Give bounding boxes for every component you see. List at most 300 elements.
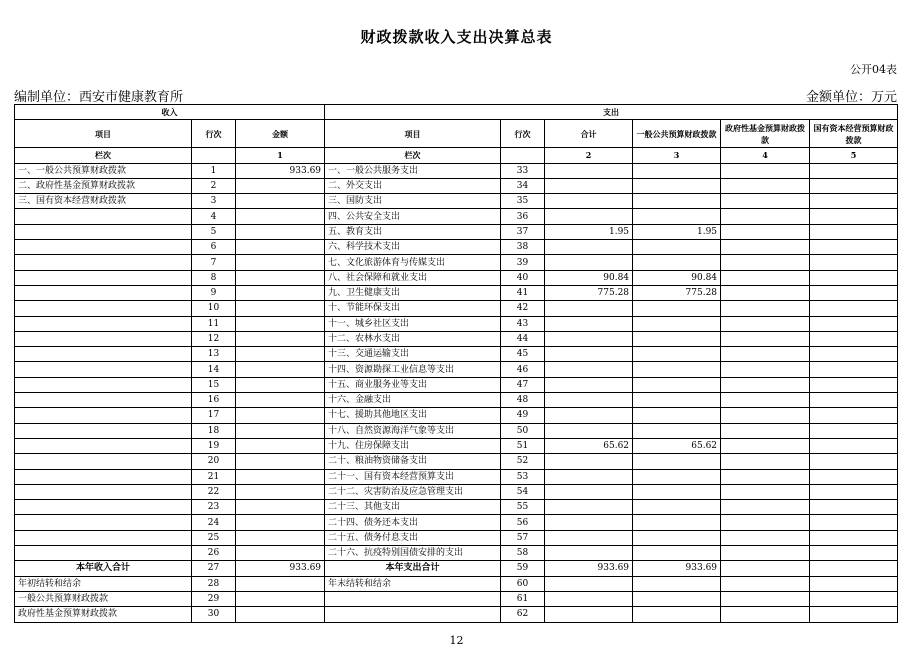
col-blank	[192, 148, 236, 163]
header-row-1	[15, 105, 898, 120]
income-line-no: 18	[192, 423, 236, 438]
expense-gov-fund	[721, 484, 810, 499]
income-item: 一般公共预算财政拨款	[15, 591, 192, 606]
table-row	[15, 163, 898, 178]
expense-total	[545, 591, 633, 606]
table-row	[15, 500, 898, 515]
expense-gov-fund	[721, 270, 810, 285]
expense-line-no: 54	[501, 484, 545, 499]
expense-line-no: 60	[501, 576, 545, 591]
expense-gov-fund	[721, 178, 810, 193]
table-row	[15, 347, 898, 362]
expense-state-capital	[810, 163, 898, 178]
table-row	[15, 224, 898, 239]
amount-unit: 金额单位：万元	[805, 90, 897, 105]
table-row	[15, 576, 898, 591]
expense-general-budget	[633, 163, 721, 178]
income-item	[15, 285, 192, 300]
expense-line-no: 55	[501, 500, 545, 515]
income-line-no: 2	[192, 178, 236, 193]
table-row	[15, 515, 898, 530]
expense-general-budget	[633, 576, 721, 591]
income-line-no: 21	[192, 469, 236, 484]
income-line-no: 17	[192, 408, 236, 423]
expense-total	[545, 515, 633, 530]
expense-item: 二十四、债务还本支出	[325, 515, 501, 530]
expense-line-no: 35	[501, 194, 545, 209]
expense-total	[545, 423, 633, 438]
expense-general-budget	[633, 607, 721, 622]
expense-line-no: 42	[501, 301, 545, 316]
income-item: 二、政府性基金预算财政拨款	[15, 178, 192, 193]
expense-general-budget: 1.95	[633, 224, 721, 239]
expense-general-budget	[633, 209, 721, 224]
income-amount	[236, 530, 325, 545]
table-row	[15, 393, 898, 408]
income-amount	[236, 377, 325, 392]
income-line-no: 10	[192, 301, 236, 316]
income-line-no: 11	[192, 316, 236, 331]
expense-line-no: 46	[501, 362, 545, 377]
expense-line-no: 45	[501, 347, 545, 362]
table-row	[15, 240, 898, 255]
expense-item: 本年支出合计	[325, 561, 501, 576]
expense-line-no: 50	[501, 423, 545, 438]
income-amount	[236, 285, 325, 300]
income-item	[15, 347, 192, 362]
table-row	[15, 178, 898, 193]
expense-item: 十二、农林水支出	[325, 331, 501, 346]
expense-total	[545, 576, 633, 591]
table-row	[15, 301, 898, 316]
expense-total	[545, 194, 633, 209]
expense-gov-fund	[721, 209, 810, 224]
expense-total: 933.69	[545, 561, 633, 576]
expense-state-capital	[810, 240, 898, 255]
expense-line-no: 51	[501, 438, 545, 453]
income-amount	[236, 607, 325, 622]
expense-line-no: 56	[501, 515, 545, 530]
header-general-budget: 一般公共预算财政拨款	[633, 120, 721, 148]
income-line-no: 23	[192, 500, 236, 515]
income-amount	[236, 255, 325, 270]
expense-total: 775.28	[545, 285, 633, 300]
expense-total	[545, 178, 633, 193]
table-row	[15, 377, 898, 392]
expense-item: 二十五、债务付息支出	[325, 530, 501, 545]
table-row	[15, 423, 898, 438]
expense-line-no: 61	[501, 591, 545, 606]
income-item	[15, 500, 192, 515]
table-row	[15, 591, 898, 606]
income-amount	[236, 270, 325, 285]
col-3: 3	[633, 148, 721, 163]
expense-general-budget	[633, 347, 721, 362]
income-line-no: 30	[192, 607, 236, 622]
form-code: 公开04表	[850, 63, 897, 76]
expense-gov-fund	[721, 240, 810, 255]
expense-item	[325, 607, 501, 622]
table-row	[15, 255, 898, 270]
expense-gov-fund	[721, 255, 810, 270]
income-amount: 933.69	[236, 163, 325, 178]
expense-gov-fund	[721, 347, 810, 362]
expense-item: 十六、金融支出	[325, 393, 501, 408]
income-amount	[236, 500, 325, 515]
header-row-3	[15, 148, 898, 163]
income-item: 年初结转和结余	[15, 576, 192, 591]
income-item	[15, 546, 192, 561]
table-row	[15, 331, 898, 346]
expense-total	[545, 163, 633, 178]
expense-total	[545, 454, 633, 469]
header-total: 合计	[545, 120, 633, 148]
expense-line-no: 36	[501, 209, 545, 224]
table-row	[15, 362, 898, 377]
expense-line-no: 43	[501, 316, 545, 331]
expense-general-budget	[633, 591, 721, 606]
expense-total	[545, 500, 633, 515]
expense-item: 四、公共安全支出	[325, 209, 501, 224]
header-amount: 金额	[236, 120, 325, 148]
expense-general-budget	[633, 546, 721, 561]
expense-line-no: 47	[501, 377, 545, 392]
col-label: 栏次	[15, 148, 192, 163]
expense-line-no: 48	[501, 393, 545, 408]
income-amount	[236, 423, 325, 438]
income-item: 政府性基金预算财政拨款	[15, 607, 192, 622]
expense-total	[545, 240, 633, 255]
income-line-no: 3	[192, 194, 236, 209]
expense-state-capital	[810, 255, 898, 270]
expense-general-budget	[633, 393, 721, 408]
expense-item: 一、一般公共服务支出	[325, 163, 501, 178]
expense-total	[545, 484, 633, 499]
expense-total: 65.62	[545, 438, 633, 453]
income-item: 本年收入合计	[15, 561, 192, 576]
expense-gov-fund	[721, 515, 810, 530]
expense-state-capital	[810, 194, 898, 209]
table-row	[15, 607, 898, 622]
expense-gov-fund	[721, 576, 810, 591]
income-line-no: 12	[192, 331, 236, 346]
budget-summary-table	[14, 104, 898, 623]
income-amount	[236, 469, 325, 484]
expense-item	[325, 591, 501, 606]
expense-total	[545, 546, 633, 561]
income-amount	[236, 393, 325, 408]
expense-state-capital	[810, 607, 898, 622]
expense-item: 三、国防支出	[325, 194, 501, 209]
income-line-no: 19	[192, 438, 236, 453]
expense-general-budget	[633, 316, 721, 331]
expense-line-no: 62	[501, 607, 545, 622]
expense-gov-fund	[721, 362, 810, 377]
expense-total	[545, 377, 633, 392]
table-row	[15, 530, 898, 545]
income-line-no: 15	[192, 377, 236, 392]
income-line-no: 22	[192, 484, 236, 499]
income-line-no: 28	[192, 576, 236, 591]
expense-gov-fund	[721, 591, 810, 606]
income-item	[15, 209, 192, 224]
expense-line-no: 53	[501, 469, 545, 484]
expense-gov-fund	[721, 377, 810, 392]
expense-item: 八、社会保障和就业支出	[325, 270, 501, 285]
expense-state-capital	[810, 438, 898, 453]
expense-general-budget	[633, 240, 721, 255]
income-line-no: 26	[192, 546, 236, 561]
expense-gov-fund	[721, 331, 810, 346]
expense-total	[545, 209, 633, 224]
expense-general-budget	[633, 194, 721, 209]
reporting-unit: 编制单位：西安市健康教育所	[14, 90, 184, 105]
expense-gov-fund	[721, 301, 810, 316]
expense-line-no: 41	[501, 285, 545, 300]
income-amount	[236, 484, 325, 499]
expense-state-capital	[810, 224, 898, 239]
expense-state-capital	[810, 454, 898, 469]
income-amount	[236, 438, 325, 453]
expense-state-capital	[810, 393, 898, 408]
income-line-no: 13	[192, 347, 236, 362]
income-amount	[236, 316, 325, 331]
expense-line-no: 44	[501, 331, 545, 346]
expense-item: 二十六、抗疫特别国债安排的支出	[325, 546, 501, 561]
expense-state-capital	[810, 530, 898, 545]
expense-state-capital	[810, 484, 898, 499]
expense-state-capital	[810, 301, 898, 316]
expense-state-capital	[810, 546, 898, 561]
income-line-no: 16	[192, 393, 236, 408]
expense-state-capital	[810, 362, 898, 377]
expense-total	[545, 347, 633, 362]
expense-general-budget	[633, 469, 721, 484]
expense-general-budget	[633, 178, 721, 193]
col-5: 5	[810, 148, 898, 163]
income-item	[15, 224, 192, 239]
expense-gov-fund	[721, 224, 810, 239]
expense-general-budget	[633, 515, 721, 530]
expense-general-budget	[633, 377, 721, 392]
table-row	[15, 408, 898, 423]
expense-gov-fund	[721, 530, 810, 545]
income-line-no: 20	[192, 454, 236, 469]
income-amount	[236, 224, 325, 239]
income-item	[15, 454, 192, 469]
expense-item: 十一、城乡社区支出	[325, 316, 501, 331]
expense-state-capital	[810, 285, 898, 300]
page-title: 财政拨款收入支出决算总表	[360, 28, 553, 46]
expense-line-no: 33	[501, 163, 545, 178]
table-row	[15, 270, 898, 285]
income-item	[15, 515, 192, 530]
col-4: 4	[721, 148, 810, 163]
income-line-no: 7	[192, 255, 236, 270]
income-amount	[236, 576, 325, 591]
income-line-no: 9	[192, 285, 236, 300]
expense-line-no: 37	[501, 224, 545, 239]
expense-gov-fund	[721, 469, 810, 484]
expense-gov-fund	[721, 561, 810, 576]
expense-item: 十三、交通运输支出	[325, 347, 501, 362]
expense-line-no: 59	[501, 561, 545, 576]
expense-general-budget	[633, 500, 721, 515]
expense-item: 二十一、国有资本经营预算支出	[325, 469, 501, 484]
expense-gov-fund	[721, 500, 810, 515]
col-1: 1	[236, 148, 325, 163]
income-line-no: 27	[192, 561, 236, 576]
expense-general-budget	[633, 362, 721, 377]
expense-state-capital	[810, 316, 898, 331]
expense-total: 90.84	[545, 270, 633, 285]
expense-state-capital	[810, 209, 898, 224]
income-item	[15, 240, 192, 255]
expense-state-capital	[810, 178, 898, 193]
expense-general-budget	[633, 301, 721, 316]
table-row	[15, 469, 898, 484]
header-line-no: 行次	[192, 120, 236, 148]
expense-item: 二十二、灾害防治及应急管理支出	[325, 484, 501, 499]
expense-line-no: 49	[501, 408, 545, 423]
income-amount: 933.69	[236, 561, 325, 576]
income-amount	[236, 240, 325, 255]
income-amount	[236, 194, 325, 209]
income-amount	[236, 301, 325, 316]
table-row	[15, 546, 898, 561]
expense-general-budget	[633, 484, 721, 499]
expense-gov-fund	[721, 285, 810, 300]
expense-gov-fund	[721, 393, 810, 408]
income-amount	[236, 331, 325, 346]
expense-line-no: 40	[501, 270, 545, 285]
income-item	[15, 408, 192, 423]
expense-state-capital	[810, 576, 898, 591]
col-blank-expense	[501, 148, 545, 163]
income-item	[15, 331, 192, 346]
expense-general-budget	[633, 530, 721, 545]
income-line-no: 29	[192, 591, 236, 606]
income-item	[15, 377, 192, 392]
expense-state-capital	[810, 591, 898, 606]
expense-line-no: 34	[501, 178, 545, 193]
expense-item: 九、卫生健康支出	[325, 285, 501, 300]
expense-state-capital	[810, 377, 898, 392]
income-item	[15, 270, 192, 285]
income-line-no: 14	[192, 362, 236, 377]
expense-state-capital	[810, 469, 898, 484]
expense-total	[545, 393, 633, 408]
income-line-no: 8	[192, 270, 236, 285]
expense-item: 十九、住房保障支出	[325, 438, 501, 453]
table-row	[15, 454, 898, 469]
header-item-expense: 项目	[325, 120, 501, 148]
expense-line-no: 58	[501, 546, 545, 561]
header-gov-fund: 政府性基金预算财政拨款	[721, 120, 810, 148]
expense-total	[545, 530, 633, 545]
income-line-no: 1	[192, 163, 236, 178]
expense-line-no: 38	[501, 240, 545, 255]
income-line-no: 6	[192, 240, 236, 255]
income-item: 一、一般公共预算财政拨款	[15, 163, 192, 178]
expense-gov-fund	[721, 454, 810, 469]
expense-item: 十七、援助其他地区支出	[325, 408, 501, 423]
expense-state-capital	[810, 347, 898, 362]
expense-gov-fund	[721, 194, 810, 209]
income-amount	[236, 347, 325, 362]
expense-item: 十、节能环保支出	[325, 301, 501, 316]
header-item: 项目	[15, 120, 192, 148]
expense-total	[545, 301, 633, 316]
expense-state-capital	[810, 500, 898, 515]
income-item	[15, 423, 192, 438]
expense-general-budget: 933.69	[633, 561, 721, 576]
expense-gov-fund	[721, 438, 810, 453]
table-row	[15, 194, 898, 209]
expense-gov-fund	[721, 546, 810, 561]
income-amount	[236, 362, 325, 377]
expense-item: 五、教育支出	[325, 224, 501, 239]
page-number: 12	[449, 634, 464, 647]
expense-item: 年末结转和结余	[325, 576, 501, 591]
income-amount	[236, 209, 325, 224]
expense-general-budget	[633, 454, 721, 469]
table-row	[15, 209, 898, 224]
expense-gov-fund	[721, 163, 810, 178]
expense-line-no: 39	[501, 255, 545, 270]
expense-item: 七、文化旅游体育与传媒支出	[325, 255, 501, 270]
income-line-no: 25	[192, 530, 236, 545]
col-2: 2	[545, 148, 633, 163]
expense-total	[545, 362, 633, 377]
income-item	[15, 484, 192, 499]
expense-item: 十四、资源勘探工业信息等支出	[325, 362, 501, 377]
expense-total: 1.95	[545, 224, 633, 239]
income-line-no: 4	[192, 209, 236, 224]
expense-general-budget: 65.62	[633, 438, 721, 453]
expense-item: 十五、商业服务业等支出	[325, 377, 501, 392]
expense-general-budget: 775.28	[633, 285, 721, 300]
income-item	[15, 393, 192, 408]
income-amount	[236, 454, 325, 469]
expense-item: 二十、粮油物资储备支出	[325, 454, 501, 469]
header-state-capital: 国有资本经营预算财政拨款	[810, 120, 898, 148]
income-item	[15, 316, 192, 331]
expense-state-capital	[810, 270, 898, 285]
expense-item: 六、科学技术支出	[325, 240, 501, 255]
income-amount	[236, 591, 325, 606]
expense-line-no: 57	[501, 530, 545, 545]
expense-general-budget	[633, 408, 721, 423]
income-item	[15, 438, 192, 453]
income-item	[15, 362, 192, 377]
expense-state-capital	[810, 423, 898, 438]
income-amount	[236, 546, 325, 561]
expense-total	[545, 255, 633, 270]
income-amount	[236, 515, 325, 530]
expense-general-budget	[633, 423, 721, 438]
income-item	[15, 469, 192, 484]
header-expense: 支出	[325, 105, 898, 120]
expense-general-budget	[633, 331, 721, 346]
table-row	[15, 438, 898, 453]
income-item: 三、国有资本经营财政拨款	[15, 194, 192, 209]
expense-total	[545, 469, 633, 484]
expense-line-no: 52	[501, 454, 545, 469]
expense-total	[545, 607, 633, 622]
col-label-expense: 栏次	[325, 148, 501, 163]
expense-state-capital	[810, 561, 898, 576]
